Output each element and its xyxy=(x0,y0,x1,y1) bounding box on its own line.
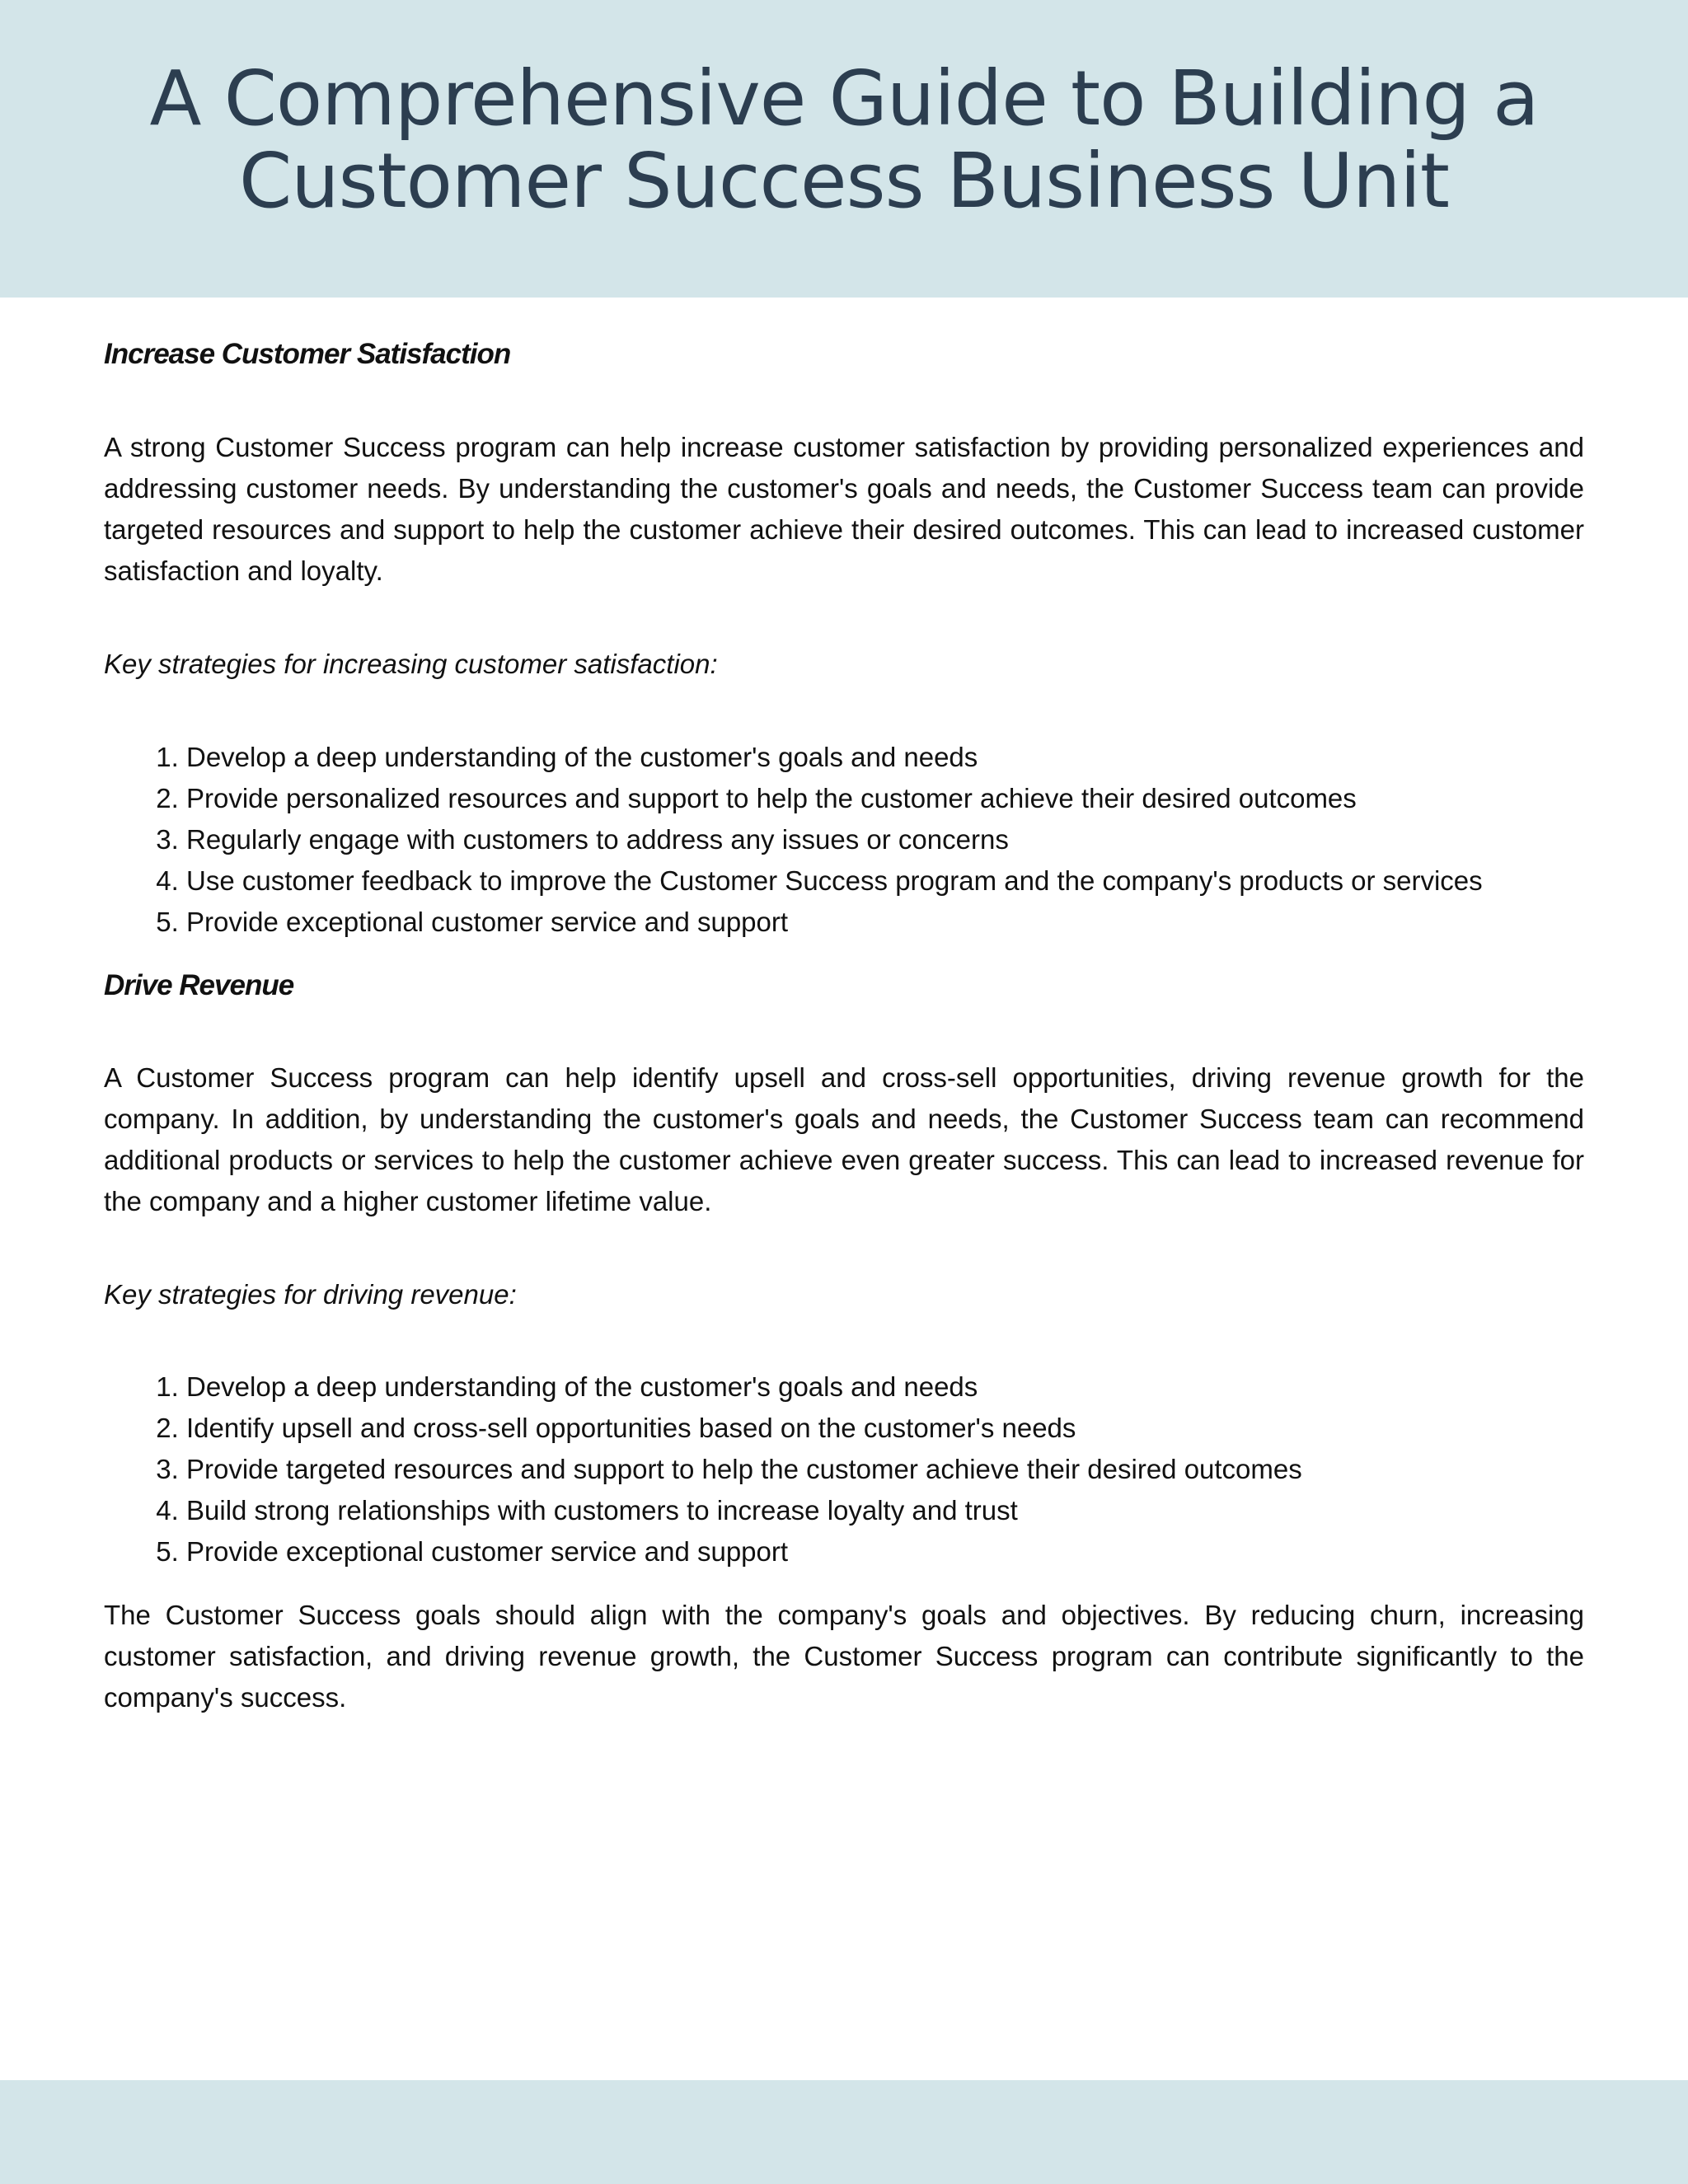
strategy-list-satisfaction xyxy=(104,737,1584,943)
list-item: 1. Develop a deep understanding of the customer's goals and needs xyxy=(186,737,1584,778)
section-heading-satisfaction: Increase Customer Satisfaction xyxy=(104,338,511,370)
page-title: A Comprehensive Guide to Building a Customer Success Business Unit xyxy=(149,54,1539,225)
list-item: 2. Provide personalized resources and support to help the customer achieve their desired outcomes xyxy=(186,778,1584,819)
list-item: 4. Use customer feedback to improve the Customer Success program and the company's products or services xyxy=(186,860,1584,902)
list-item: 2. Identify upsell and cross-sell opportunities based on the customer's needs xyxy=(186,1408,1584,1449)
list-item: 3. Provide targeted resources and support to help the customer achieve their desired outcomes xyxy=(186,1449,1584,1490)
strategy-list-revenue xyxy=(104,1366,1584,1572)
document-body xyxy=(104,334,1584,1718)
strategies-label-satisfaction: Key strategies for increasing customer satisfaction: xyxy=(104,649,718,679)
list-item: 3. Regularly engage with customers to address any issues or concerns xyxy=(186,819,1584,860)
conclusion-paragraph: The Customer Success goals should align with the company's goals and objectives. By reducing churn, increasing customer satisfaction, and driving revenue growth, the Customer Success program can contribute significantly to the company's success. xyxy=(104,1600,1584,1713)
list-item: 4. Build strong relationships with customers to increase loyalty and trust xyxy=(186,1490,1584,1531)
section-paragraph-satisfaction: A strong Customer Success program can help increase customer satisfaction by providing personalized experiences and addressing customer needs. By understanding the customer's goals and needs, the Customer Success team can provide targeted resources and support to help the customer achieve their desired outcomes. This can lead to increased customer satisfaction and loyalty. xyxy=(104,432,1584,586)
list-item: 5. Provide exceptional customer service and support xyxy=(186,1531,1584,1572)
strategies-label-revenue: Key strategies for driving revenue: xyxy=(104,1279,517,1310)
section-heading-revenue: Drive Revenue xyxy=(104,969,294,1001)
list-item: 5. Provide exceptional customer service and support xyxy=(186,902,1584,943)
header-band xyxy=(0,0,1688,298)
section-paragraph-revenue: A Customer Success program can help identify upsell and cross-sell opportunities, driving revenue growth for the company. In addition, by understanding the customer's goals and needs, the Customer Success team can recommend additional products or services to help the customer achieve even greater success. This can lead to increased revenue for the company and a higher customer lifetime value. xyxy=(104,1062,1584,1216)
footer-band xyxy=(0,2080,1688,2184)
list-item: 1. Develop a deep understanding of the customer's goals and needs xyxy=(186,1366,1584,1408)
